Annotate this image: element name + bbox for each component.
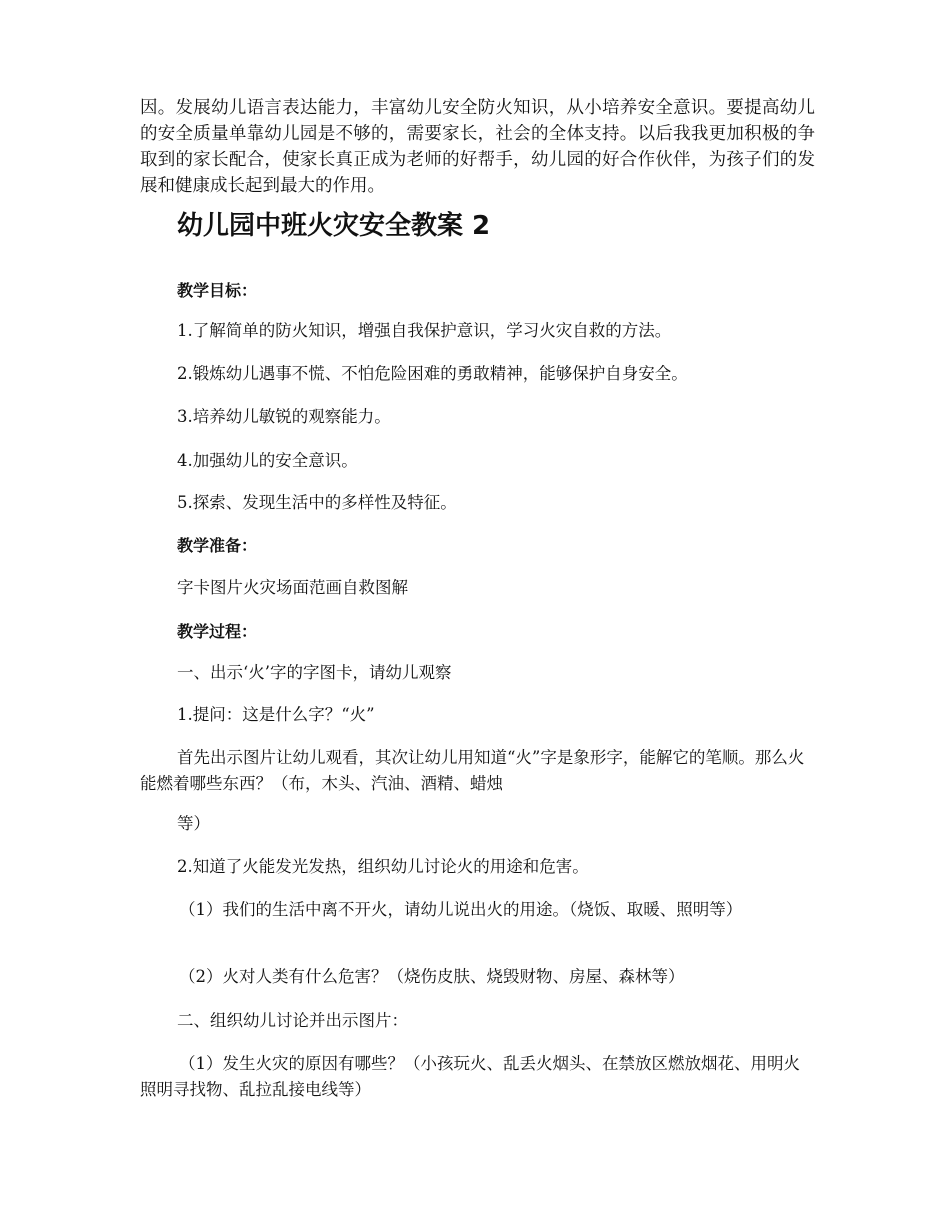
process-paragraph-1: 首先出示图片让幼儿观看，其次让幼儿用知道“火”字是象形字，能解它的笔顺。那么火能燃着哪些东西？（布，木头、汽油、酒精、蜡烛 <box>140 748 805 793</box>
goals-heading: 教学目标： <box>177 281 258 300</box>
process-heading: 教学过程： <box>177 622 258 641</box>
goal-item: 3.培养幼儿敏锐的观察能力。 <box>177 407 391 426</box>
section-title: 幼儿园中班火灾安全教案 2 <box>177 211 491 241</box>
goal-item: 4.加强幼儿的安全意识。 <box>177 451 358 470</box>
process-sub-item: （1）我们的生活中离不开火，请幼儿说出火的用途。（烧饭、取暖、照明等） <box>179 900 743 919</box>
goal-item: 2.锻炼幼儿遇事不慌、不怕危险困难的勇敢精神，能够保护自身安全。 <box>177 364 688 383</box>
process-sub-item: （1）发生火灾的原因有哪些？（小孩玩火、乱丢火烟头、在禁放区燃放烟花、用明火照明寻找物、乱拉乱接电线等） <box>140 1054 800 1099</box>
intro-paragraph: 因。发展幼儿语言表达能力，丰富幼儿安全防火知识，从小培养安全意识。要提高幼儿的安全质量单靠幼儿园是不够的，需要家长，社会的全体支持。以后我我更加积极的争取到的家长配合，使家长真正成为老师的好帮手，幼儿园的好合作伙伴，为孩子们的发展和健康成长起到最大的作用。 <box>140 98 815 196</box>
process-question-1: 1.提问：这是什么字？“火” <box>177 705 375 724</box>
process-step-1: 一、出示‘火’字的字图卡，请幼儿观察 <box>177 663 452 682</box>
goal-item: 1.了解简单的防火知识，增强自我保护意识，学习火灾自救的方法。 <box>177 321 672 340</box>
preparation-text: 字卡图片火灾场面范画自救图解 <box>177 578 408 597</box>
process-step-2: 二、组织幼儿讨论并出示图片： <box>177 1011 408 1030</box>
process-question-2: 2.知道了火能发光发热，组织幼儿讨论火的用途和危害。 <box>177 857 589 876</box>
process-sub-item: （2）火对人类有什么危害？（烧伤皮肤、烧毁财物、房屋、森林等） <box>179 967 685 986</box>
preparation-heading: 教学准备： <box>177 536 258 555</box>
goal-item: 5.探索、发现生活中的多样性及特征。 <box>177 493 457 512</box>
process-paragraph-1-continued: 等） <box>177 814 210 833</box>
